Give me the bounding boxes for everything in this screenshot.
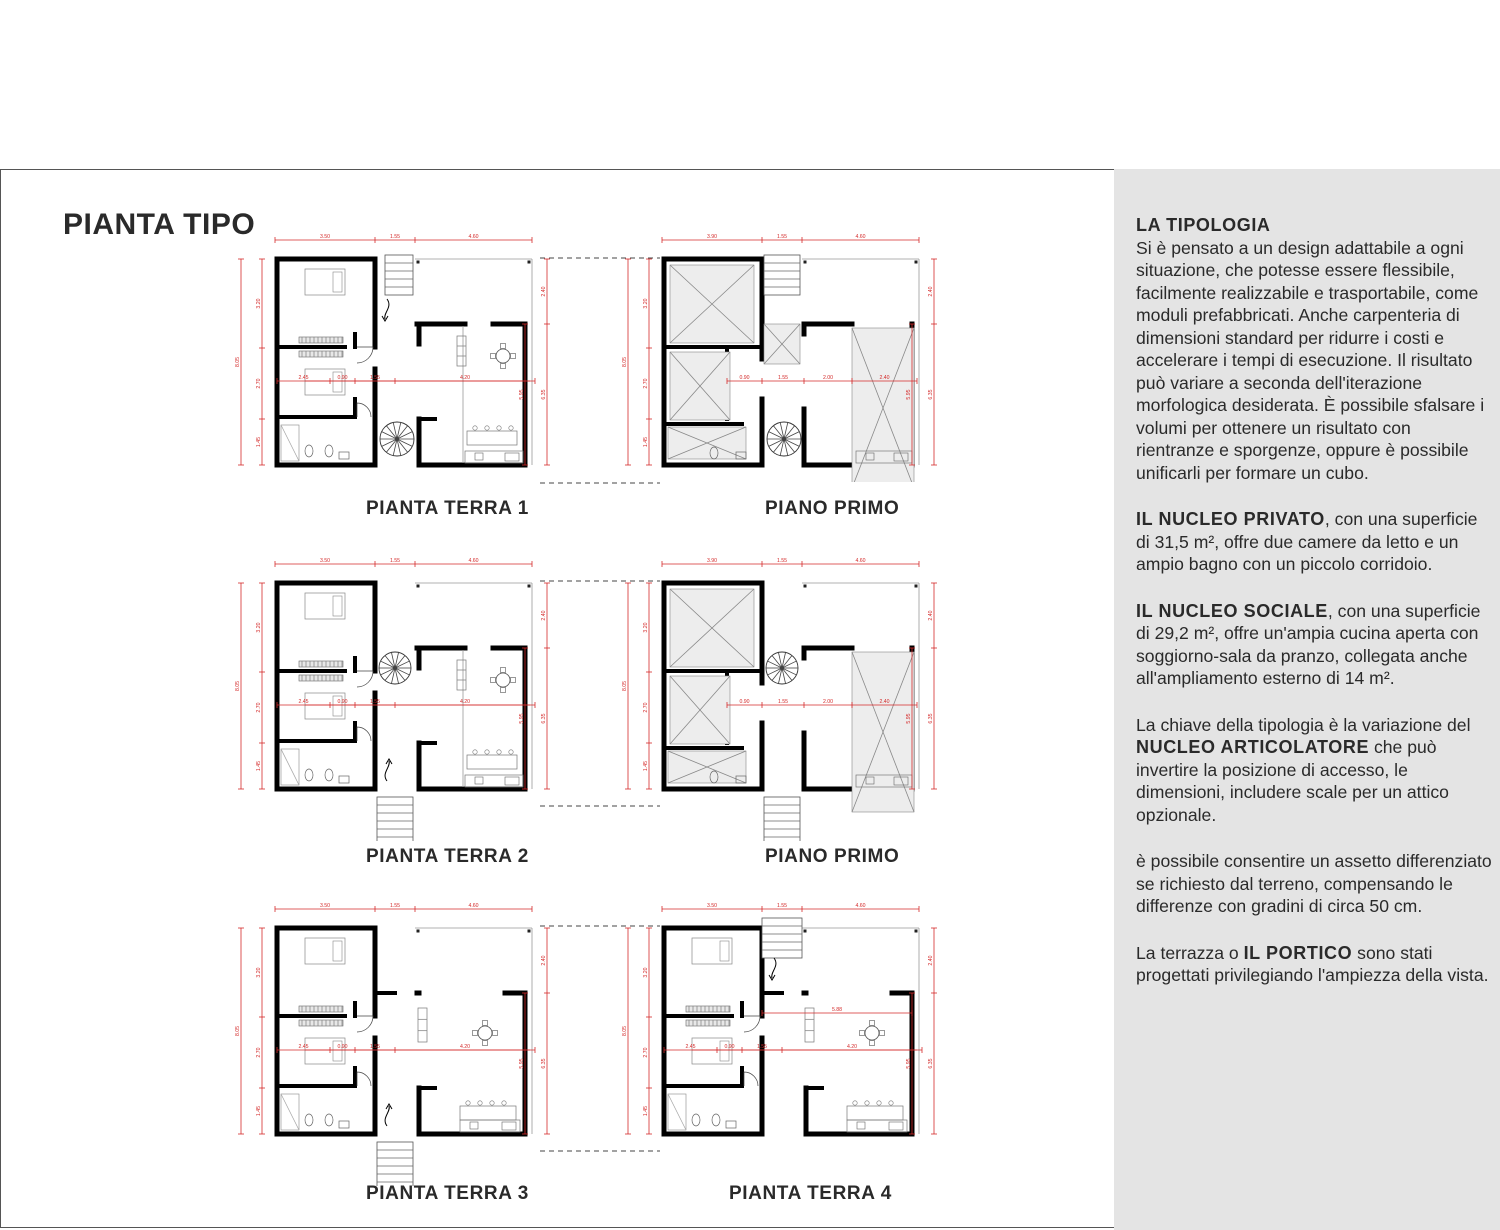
dimension-label: 2.45 <box>685 1044 696 1050</box>
privato-body: , con una superficie di 31,5 m², offre due camere da letto e un ampio bagno con un piccolo corridoio. <box>1136 509 1478 574</box>
dimension-label: 8.05 <box>622 680 628 692</box>
dimension-label: 2.70 <box>256 1047 262 1058</box>
dimension-label: 3.20 <box>643 298 649 309</box>
dimension-label: 1.55 <box>776 558 788 564</box>
dimension-label: 8.05 <box>235 1025 241 1037</box>
portico-post: sono stati progettati privilegiando l'ampiezza della vista. <box>1136 942 1489 985</box>
dimension-label: 1.55 <box>369 1044 381 1050</box>
dimension-label: 5.95 <box>519 713 525 724</box>
dimension-label: 1.45 <box>256 436 262 448</box>
dimension-label: 3.20 <box>643 967 649 978</box>
dimension-label: 0.90 <box>739 699 750 705</box>
dimension-label: 6.35 <box>928 713 934 724</box>
dimension-label: 5.95 <box>519 1058 525 1069</box>
dimension-label: 6.35 <box>541 713 547 724</box>
dimension-label: 0.90 <box>724 1044 735 1050</box>
dimension-label: 2.45 <box>298 1044 309 1050</box>
dimension-label: 0.90 <box>739 375 750 381</box>
dimension-label: 0.90 <box>337 1044 348 1050</box>
dimension-label: 5.95 <box>906 389 912 400</box>
privato-heading: IL NUCLEO PRIVATO <box>1136 509 1325 529</box>
dimension-label: 6.35 <box>928 389 934 400</box>
dimension-label: 3.20 <box>256 298 262 309</box>
dimension-label: 2.70 <box>643 702 649 713</box>
dimension-label: 4.20 <box>459 1044 471 1050</box>
dimension-label: 1.55 <box>776 903 788 909</box>
dimension-label: 4.20 <box>846 1044 858 1050</box>
description-text <box>1136 214 1492 1011</box>
dimension-label: 1.55 <box>777 699 789 705</box>
chiave-heading: NUCLEO ARTICOLATORE <box>1136 737 1370 757</box>
dimension-label: 2.40 <box>879 375 890 381</box>
dimension-label: 1.45 <box>643 760 649 772</box>
dimension-label: 5.95 <box>519 389 525 400</box>
dimension-label: 1.55 <box>389 903 401 909</box>
plan-label-primo-2: PIANO PRIMO <box>765 846 900 867</box>
dimension-label: 5.95 <box>906 713 912 724</box>
sociale-paragraph <box>1136 600 1492 690</box>
dimension-label: 4.60 <box>468 558 479 564</box>
dimension-label: 8.05 <box>622 356 628 368</box>
sociale-body: , con una superficie di 29,2 m², offre un'ampia cucina aperta con soggiorno-sala da pranzo, collegata anche all'ampliamento esterno di 14 m². <box>1136 600 1481 688</box>
dimension-label: 2.40 <box>928 610 934 621</box>
dimension-label: 1.55 <box>369 699 381 705</box>
dimension-label: 2.40 <box>928 286 934 297</box>
dimension-label: 2.40 <box>928 955 934 966</box>
assetto-paragraph <box>1136 850 1492 918</box>
dimension-label: 6.35 <box>928 1058 934 1069</box>
dimension-label: 3.20 <box>256 622 262 633</box>
dimension-label: 1.55 <box>777 375 789 381</box>
plan-label-terra-1: PIANTA TERRA 1 <box>366 498 529 519</box>
dimension-label: 2.70 <box>256 378 262 389</box>
dimension-label: 2.45 <box>298 699 309 705</box>
dimension-label: 0.90 <box>337 375 348 381</box>
plan-label-terra-3: PIANTA TERRA 3 <box>366 1183 529 1204</box>
chiave-paragraph <box>1136 714 1492 827</box>
dimension-label: 4.60 <box>855 234 866 240</box>
dimension-label: 2.40 <box>541 955 547 966</box>
dimension-label: 3.90 <box>706 234 718 240</box>
dimension-label: 3.50 <box>706 903 718 909</box>
page-title: PIANTA TIPO <box>63 208 256 241</box>
dimension-label: 5.95 <box>906 1058 912 1069</box>
chiave-post: che può invertire la posizione di accesso, le dimensioni, includere scale per un attico opzionale. <box>1136 737 1449 825</box>
assetto-body: è possibile consentire un assetto differenziato se richiesto dal terreno, compensando le differenze con gradini di circa 50 cm. <box>1136 851 1492 916</box>
dimension-label: 5.88 <box>831 1007 843 1013</box>
dimension-label: 8.05 <box>235 356 241 368</box>
dimension-label: 2.70 <box>643 1047 649 1058</box>
dimension-label: 3.50 <box>319 903 331 909</box>
portico-heading: IL PORTICO <box>1243 942 1353 963</box>
dimension-label: 2.70 <box>256 702 262 713</box>
plan-label-terra-4: PIANTA TERRA 4 <box>729 1183 892 1204</box>
dimension-label: 3.20 <box>256 967 262 978</box>
sociale-heading: IL NUCLEO SOCIALE <box>1136 600 1328 621</box>
dimension-label: 4.60 <box>468 903 479 909</box>
dimension-label: 1.45 <box>643 436 649 448</box>
dimension-label: 1.55 <box>369 375 381 381</box>
portico-paragraph <box>1136 942 1492 987</box>
portico-pre: La terrazza o <box>1136 942 1244 963</box>
tipologia-body: Si è pensato a un design adattabile a ogni situazione, che potesse essere flessibile, facilmente realizzabile e trasportabile, come moduli prefabbricati. Anche carpenteria di dimensioni standard per ridurre i costi e accelerare i tempi di esecuzione. Il risultato può variare a seconda dell'iterazione morfologica desiderata. È possibile sfalsare i volumi per ottenere un risultato con rientranze e sporgenze, oppure è possibile unificarli per formare un cubo. <box>1136 237 1485 483</box>
dimension-label: 1.45 <box>256 760 262 772</box>
privato-paragraph <box>1136 508 1492 576</box>
dimension-label: 6.35 <box>541 1058 547 1069</box>
chiave-pre: La chiave della tipologia è la variazione del <box>1136 714 1471 735</box>
dimension-label: 4.60 <box>855 903 866 909</box>
tipologia-heading: LA TIPOLOGIA <box>1136 215 1271 235</box>
dimension-label: 2.40 <box>541 610 547 621</box>
dimension-label: 1.55 <box>389 234 401 240</box>
dimension-label: 2.00 <box>822 375 834 381</box>
dimension-label: 8.05 <box>622 1025 628 1037</box>
plan-label-terra-2: PIANTA TERRA 2 <box>366 846 529 867</box>
dimension-label: 1.45 <box>643 1105 649 1117</box>
dimension-label: 4.60 <box>855 558 866 564</box>
dimension-label: 1.55 <box>776 234 788 240</box>
dimension-label: 2.40 <box>879 699 890 705</box>
dimension-label: 2.00 <box>822 699 834 705</box>
dimension-label: 2.70 <box>643 378 649 389</box>
dimension-label: 1.55 <box>389 558 401 564</box>
dimension-label: 6.35 <box>541 389 547 400</box>
dimension-label: 2.40 <box>541 286 547 297</box>
dimension-label: 2.45 <box>298 375 309 381</box>
dimension-label: 3.90 <box>706 558 718 564</box>
dimension-label: 8.05 <box>235 680 241 692</box>
dimension-label: 4.20 <box>459 375 471 381</box>
dimension-label: 3.20 <box>643 622 649 633</box>
dimension-label: 3.50 <box>319 234 331 240</box>
plan-label-primo-1: PIANO PRIMO <box>765 498 900 519</box>
dimension-label: 4.20 <box>459 699 471 705</box>
dimension-label: 1.45 <box>256 1105 262 1117</box>
dimension-label: 3.50 <box>319 558 331 564</box>
dimension-label: 4.60 <box>468 234 479 240</box>
tipologia-paragraph <box>1136 214 1492 484</box>
dimension-label: 1.55 <box>756 1044 768 1050</box>
dimension-label: 0.90 <box>337 699 348 705</box>
